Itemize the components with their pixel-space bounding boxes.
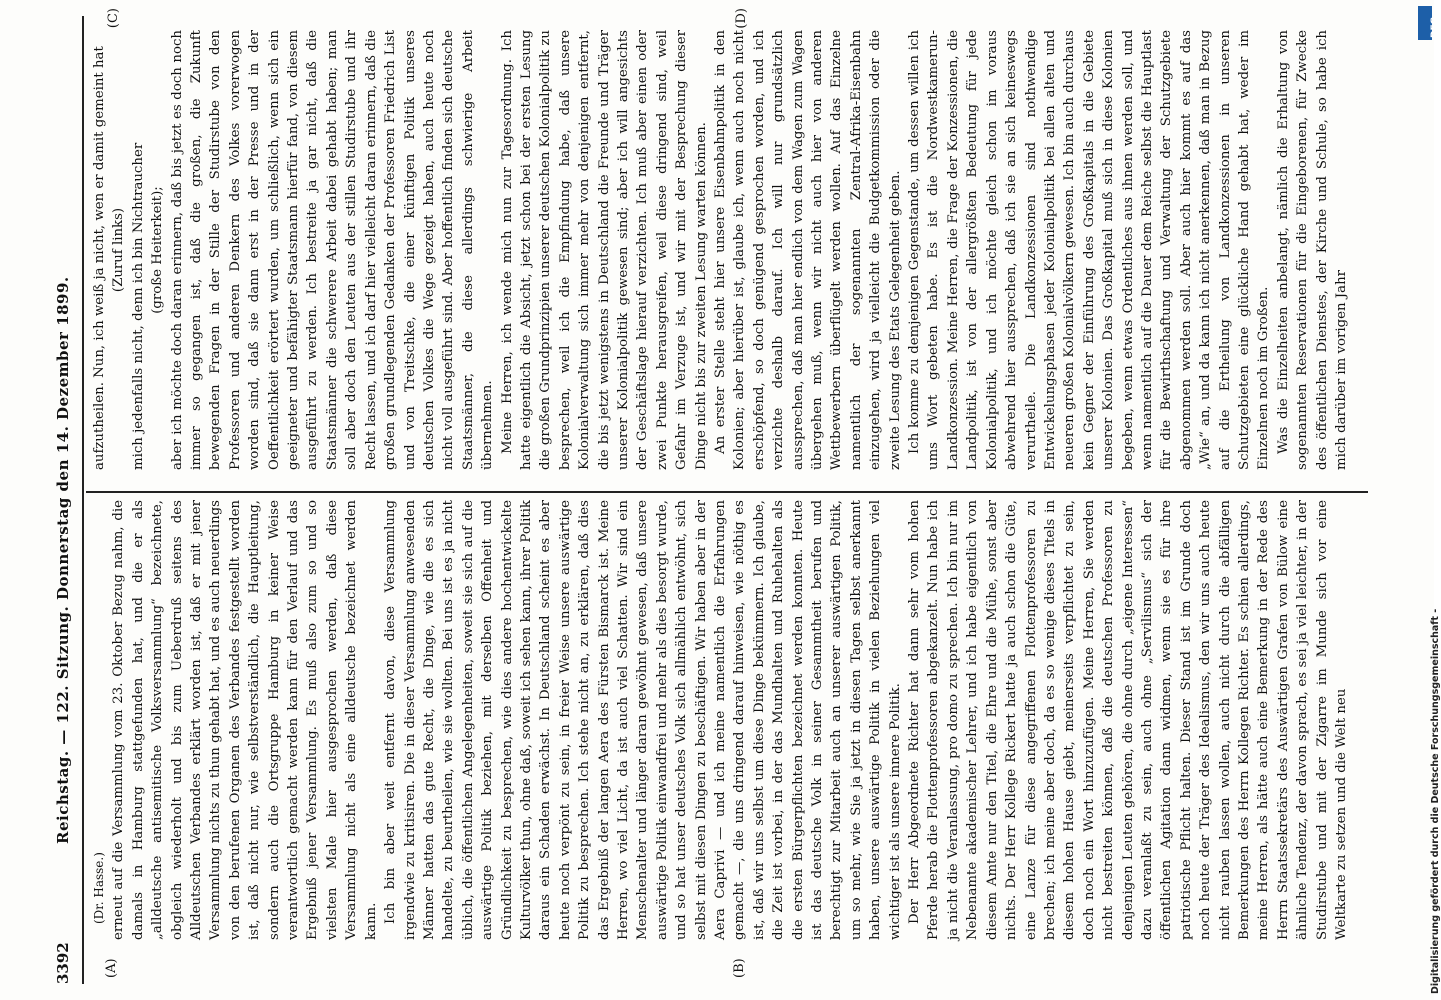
header-rule (82, 16, 84, 984)
paragraph: Ich bin aber weit entfernt davon, diese Versammlung irgendwie zu kritisiren. Die in dieser Versammlung anwesenden Männer hatten das gute Recht, die Dinge, wie die es sich handelte, zu beurtheilen, wie sie wollten. Bei uns ist es ja nicht üblich, die öffentlichen Angelegenheiten, soweit sie sich auf die auswärtige Politik beziehen, mit derselben Offenheit und Gründlichkeit zu besprechen, wie dies andere hochentwickelte Kulturvölker thun, ohne daß, soweit ich sehen kann, ihrer Politik daraus ein Schaden erwächst. In Deutschland scheint es aber heute noch verpönt zu sein, in freier Weise unsere auswärtige Politik zu besprechen. Ich stehe nicht an, zu erklären, daß dies das Ergebniß der langen Aera des Fürsten Bismarck ist. Meine Herren, wo viel Licht, da ist auch viel Schatten. Wir sind ein Menschenalter und länger daran gewöhnt gewesen, daß unsere auswärtige Politik einwandfrei und mehr als dies besorgt wurde, und so hat unser deutsches Volk sich allmählich entwöhnt, sich selbst mit diesen Dingen zu beschäftigen. Wir haben aber in der Aera Caprivi — und ich meine namentlich die Erfahrungen gemacht —, die uns dringend darauf hinweisen, wie nöthig es ist, daß wir uns selbst um diese Dinge bekümmern. Ich glaube, die Zeit ist vorbei, in der das Mundhalten und Ruhehalten als die ersten Bürgerpflichten bezeichnet werden konnten. Heute ist das deutsche Volk in seiner Gesammtheit berufen und berechtigt zur Mitarbeit auch an unserer auswärtigen Politik, um so mehr, wie Sie ja jetzt in diesen Tagen selbst anerkannt haben, unsere auswärtige Politik in vielen Beziehungen viel wichtiger ist als unsere innere Politik. (383, 500, 903, 940)
margin-marker-d: (D) (734, 8, 749, 29)
speaker-label: (Dr. Hasse.) (92, 852, 106, 924)
left-column (90, 500, 1360, 940)
margin-marker-a: (A) (104, 958, 119, 978)
paragraph: Was die Einzelheiten anbelangt, nämlich die Erhaltung von sogenannten Reservationen für die Eingeborenen, für Zwecke des öffentlichen Dienstes, der Kirche und Schule, so habe ich mich darüber im vorigen Jahr (1275, 30, 1349, 470)
margin-marker-c: (C) (106, 8, 121, 29)
interjection: (Zuruf links) (111, 207, 127, 293)
page-header (52, 16, 78, 984)
digitization-note-text: Digitalisierung gefördert durch die Deutsche Forschungsgemeinschaft - (1430, 608, 1441, 994)
page-number: 3392 (54, 942, 72, 984)
paragraph: mich jedenfalls nicht, denn ich bin Nichtraucher (130, 142, 146, 470)
dfg-logo-text: DFG (1430, 16, 1440, 38)
interjection: (große Heiterkeit); (150, 186, 166, 314)
paragraph: Meine Herren, ich wende mich nun zur Tagesordnung. Ich hatte eigentlich die Absicht, jetzt schon bei der ersten Lesung die großen Grundprinzipien unserer deutschen Kolonialpolitik zu besprechen, weil ich die Empfindung habe, daß unsere Kolonialverwaltung sich immer mehr von denjenigen entfernt, die bis jetzt wenigstens in Deutschland die Freunde und Träger unserer Kolonialpolitik gewesen sind; aber ich will angesichts der Geschäftslage hierauf verzichten. Ich muß aber einen oder zwei Punkte herausgreifen, weil diese dringend sind, weil Gefahr im Verzuge ist, und wir mit der Besprechung dieser Dinge nicht bis zur zweiten Lesung warten können. (499, 30, 709, 470)
paragraph: aber ich möchte doch daran erinnern, daß bis jetzt es doch noch immer so gegangen ist, daß die großen, die Zukunft bewegenden Fragen in der Stille der Studirstube von den Professoren und anderen Denkern des Volkes vorerwogen worden sind, daß sie dann erst in der Presse und in der Oeffentlichkeit erörtert wurden, um schließlich, wenn sich ein geeigneter und befähigter Staatsmann hierfür fand, von diesem ausgeführt zu werden. Ich bestreite ja gar nicht, daß die Staatsmänner die schwerere Arbeit dabei gehabt haben; man soll aber doch den Leuten aus der stillen Studirstube und ihr Recht lassen, und ich darf hier vielleicht daran erinnern, daß die großen grundlegenden Gedanken der Professoren Friedrich List und von Treitschke, die einer künftigen Politik unseres deutschen Volkes die Wege gezeigt haben, auch heute noch nicht voll ausgeführt sind. Aber hoffentlich finden sich deutsche Staatsmänner, die diese allerdings schwierige Arbeit übernehmen. (169, 30, 496, 470)
running-title: Reichstag. — 122. Sitzung. Donnerstag den 14. Dezember 1899. (54, 276, 72, 844)
right-column (90, 30, 1360, 470)
paragraph: Ich komme zu demjenigen Gegenstande, um dessen willen ich ums Wort gebeten habe. Es ist die Nordwestkamerun-Landkonzession. Meine Herren, die Frage der Konzessionen, die Landpolitik, ist von der allergrößten Bedeutung für jede Kolonialpolitik, und ich möchte gleich schon im voraus abwehrend hier aussprechen, daß ich sie an sich keineswegs verurtheile. Die Landkonzessionen sind nothwendige Entwickelungsphasen jeder Kolonialpolitik bei allen alten und neueren großen Kolonialvölkern gewesen. Ich bin auch durchaus kein Gegner der Einführung des Großkapitals in die Gebiete unserer Kolonien. Das Großkapital muß sich in diese Kolonien begeben, wenn etwas Ordentliches aus ihnen werden soll, und wenn namentlich auf die Dauer dem Reiche selbst die Hauptlast für die Bewirthschaftung und Verwaltung der Schutzgebiete abgenommen werden soll. Aber auch hier kommt es auf das „Wie“ an, und da kann ich nicht anerkennen, daß man in Bezug auf die Ertheilung von Landkonzessionen in unseren Schutzgebieten eine glückliche Hand gehabt hat, weder im Einzelnen noch im Großen. (907, 30, 1272, 470)
paragraph: An erster Stelle steht hier unsere Eisenbahnpolitik in den Kolonien; aber hierüber ist, glaube ich, wenn auch noch nicht erschöpfend, so doch genügend gesprochen worden, und ich verzichte deshalb darauf. Ich will nur grundsätzlich aussprechen, daß man hier endlich von dem Wagen zum Wagen übergehen muß, wenn wir nicht auch hier von anderen Wettbewerbern überflügelt werden wollen. Auf das Einzelne namentlich der sogenannten Zentral-Afrika-Eisenbahn einzugehen, wird ja vielleicht die Budgetkommission oder die zweite Lesung des Etats Gelegenheit geben. (713, 30, 903, 470)
paragraph: erneut auf die Versammlung vom 23. Oktober Bezug nahm, die damals in Hamburg stattgefunden hat, und die er als „alldeutsche antisemitische Volksversammlung“ bezeichnete, obgleich wiederholt und bis zum Ueberdruß seitens des Alldeutschen Verbandes erklärt worden ist, daß er mit jener Versammlung nichts zu thun gehabt hat, und es auch neuerdings von den berufenen Organen des Verbandes festgestellt worden ist, daß nicht nur, wie selbstverständlich, die Hauptleitung, sondern auch die Ortsgruppe Hamburg in keiner Weise verantwortlich gemacht werden kann für den Verlauf und das Ergebniß jener Versammlung. Es muß also zum so und so vielsten Male hier ausgesprochen werden, daß diese Versammlung nicht als eine alldeutsche bezeichnet werden kann. (111, 500, 379, 940)
paragraph: Der Herr Abgeordnete Richter hat dann sehr vom hohen Pferde herab die Flottenprofessoren abgekanzelt. Nun habe ich ja nicht die Veranlassung, pro domo zu sprechen. Ich bin nur im Nebenamte akademischer Lehrer, und ich habe eigentlich von diesem Amte nur den Titel, die Ehre und die Mühe, sonst aber nichts. Der Herr Kollege Rickert hatte ja auch schon die Güte, eine Lanze für diese angegriffenen Flottenprofessoren zu brechen; ich meine aber doch, da es so wenige dieses Titels in diesem hohen Hause giebt, meinerseits verpflichtet zu sein, doch noch ein Wort hinzuzufügen. Meine Herren, Sie werden nicht bestreiten können, daß die deutschen Professoren zu denjenigen Leuten gehören, die ohne durch „eigene Interessen“ dazu veranlaßt zu sein, auch ohne „Servilismus“ sich der öffentlichen Agitation dann widmen, wenn sie es für ihre patriotische Pflicht halten. Dieser Stand ist im Grunde doch noch heute der Träger des Idealismus, den wir uns auch heute nicht rauben lassen wollen, auch nicht durch die abfälligen Bemerkungen des Herrn Kollegen Richter. Es schien allerdings, meine Herren, als hätte auch eine Bemerkung in der Rede des Herrn Staatssekretärs des Auswärtigen Grafen von Bülow eine ähnliche Tendenz, der davon sprach, es sei ja viel leichter, in der Studirstube und mit der Zigarre im Munde sich vor eine Weltkarte zu setzen und die Welt neu (907, 500, 1349, 940)
column-divider (86, 491, 1368, 493)
margin-marker-b: (B) (732, 958, 747, 978)
paragraph: aufzutheilen. Nun, ich weiß ja nicht, wen er damit gemeint hat (92, 46, 107, 470)
